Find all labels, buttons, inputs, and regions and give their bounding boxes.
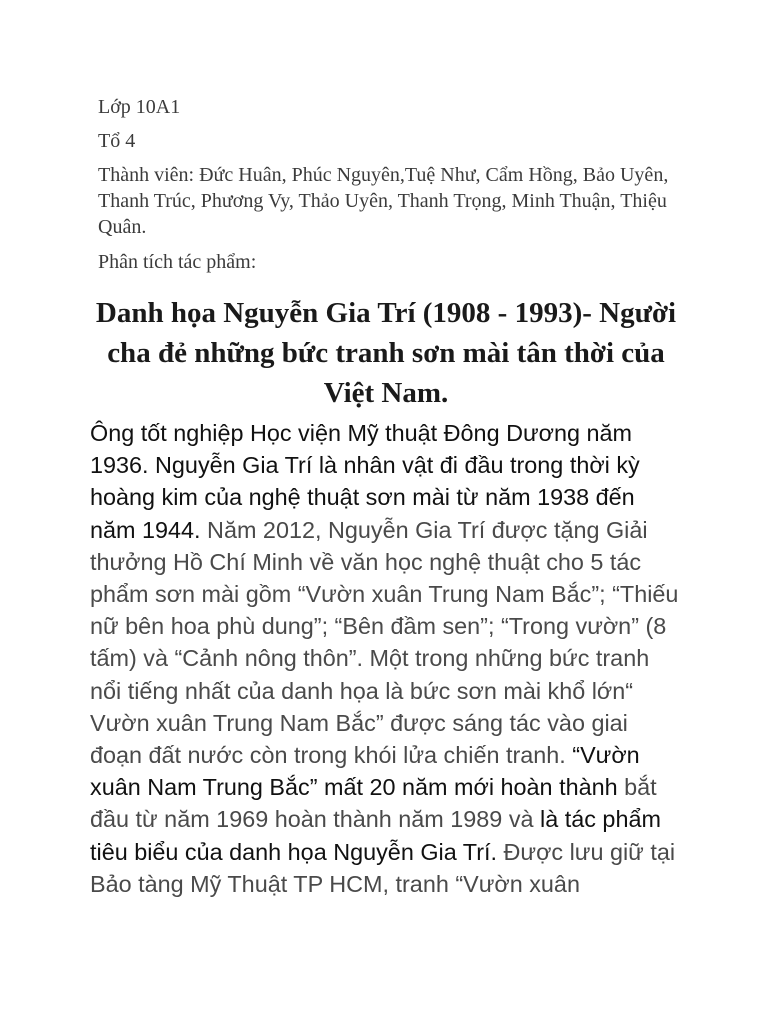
group-line: Tổ 4 bbox=[98, 130, 136, 152]
analysis-label: Phân tích tác phẩm: bbox=[98, 251, 257, 273]
body-segment: Năm 2012, Nguyễn Gia Trí được tặng Giải thưởng Hồ Chí Minh về văn học nghệ thuật cho 5 tác phẩm sơn mài gồm “Vườn xuân Trung Nam Bắc”; “Thiếu nữ bên hoa phù dung”; “Bên đầm sen”; “Trong vườn” (8 tấm) và “Cảnh nông thôn”. Một trong những bức tranh nổi tiếng nhất của danh họa là bức sơn mài khổ lớn“ Vườn xuân Trung Nam Bắc” được sáng tác vào giai đoạn đất nước còn trong khói lửa chiến tranh. bbox=[90, 516, 679, 769]
members-line: Thành viên: Đức Huân, Phúc Nguyên,Tuệ Như, Cẩm Hồng, Bảo Uyên, Thanh Trúc, Phương Vy, Thảo Uyên, Thanh Trọng, Minh Thuận, Thiệu Quân. bbox=[98, 164, 669, 238]
body-paragraph bbox=[90, 417, 680, 900]
document-header bbox=[90, 94, 678, 275]
body-segment: Được lưu giữ tại Bảo tàng Mỹ Thuật TP HCM, tranh “Vườn xuân bbox=[90, 838, 676, 897]
body-segment: Ông tốt nghiệp Học viện Mỹ thuật Đông Dương năm 1936. Nguyễn Gia Trí là nhân vật đi đầu trong thời kỳ hoàng kim của nghệ thuật sơn mài từ năm 1938 đến năm 1944. bbox=[90, 420, 640, 543]
body-segment: bắt đầu từ năm 1969 hoàn thành năm 1989 và bbox=[90, 774, 657, 833]
class-line: Lớp 10A1 bbox=[98, 96, 181, 118]
document-title: Danh họa Nguyễn Gia Trí (1908 - 1993)- Người cha đẻ những bức tranh sơn mài tân thời của Việt Nam. bbox=[95, 297, 677, 409]
body-segment: “Vườn xuân Nam Trung Bắc” mất 20 năm mới hoàn thành bbox=[90, 742, 640, 801]
body-segment: là tác phẩm tiêu biểu của danh họa Nguyễn Gia Trí. bbox=[90, 806, 661, 865]
